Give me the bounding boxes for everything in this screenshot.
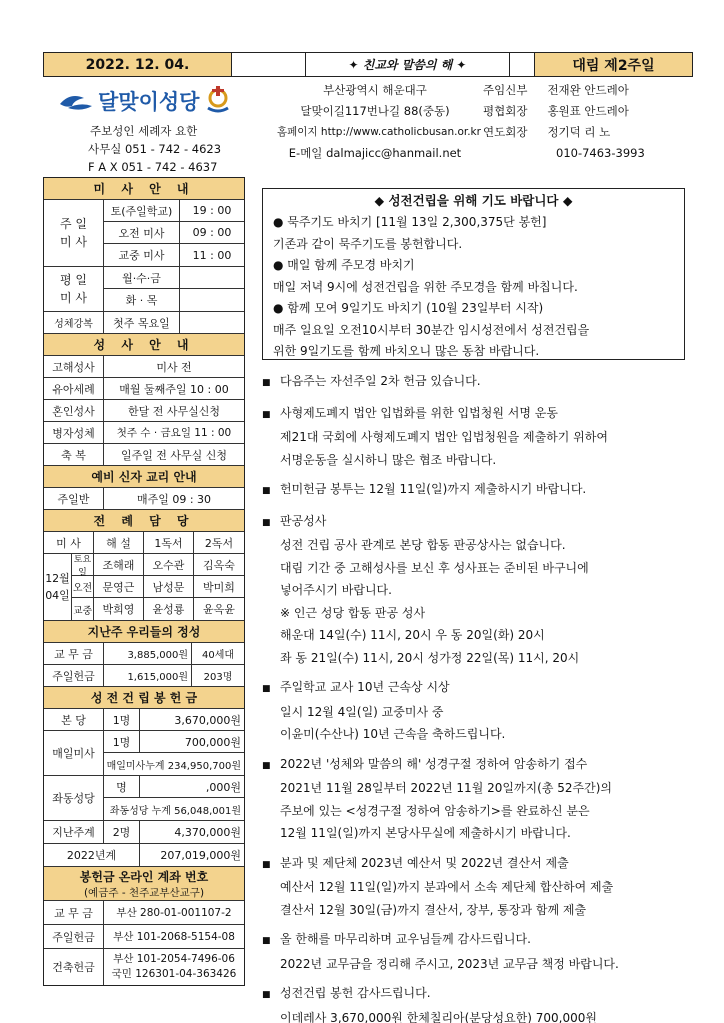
notice-line: [262, 777, 692, 800]
liturgy-reader1: 남성문: [144, 576, 194, 597]
address-block: [277, 80, 481, 164]
square-bullet-icon: ■: [262, 936, 271, 946]
office-phone: 사무실 051 - 742 - 4623: [88, 142, 222, 156]
notice-item: [262, 753, 692, 845]
building-label: 지난주계: [44, 821, 104, 843]
homepage-link[interactable]: 홈페이지 http://www.catholicbusan.or.kr: [277, 126, 481, 138]
notice-heading: [262, 510, 692, 535]
sacrament-name: 혼인성사: [44, 400, 104, 421]
building-count: 명: [104, 776, 140, 797]
prayer-line: 매주 일요일 오전10시부터 30분간 임시성전에서 성전건립을: [273, 322, 590, 337]
offering-extra: 203명: [203, 672, 233, 683]
staff-name: 홍원표 안드레아: [547, 104, 629, 118]
notice-item: [262, 478, 692, 503]
staff-role: 평협회장: [483, 104, 528, 118]
mass-name: 교중 미사: [104, 244, 180, 266]
patron-saint: 주보성인 세례자 요한: [90, 124, 198, 138]
notice-text: 분과 및 제단체 2023년 예산서 및 2022년 결산서 제출: [280, 855, 569, 870]
sacrament-value: 일주일 전 사무실 신청: [120, 448, 228, 462]
notice-text: 해운대 14일(수) 11시, 20시 우 동 20일(화) 20시: [280, 628, 545, 642]
bulletin-date: 2022. 12. 04.: [44, 53, 232, 76]
notice-item: [262, 982, 692, 1023]
sacrament-value: 매월 둘째주일 10 : 00: [119, 382, 229, 396]
staff-row: [483, 80, 645, 101]
prayer-line: ● 매일 함께 주모경 바치기: [273, 258, 415, 272]
liturgy-header: 해 설: [94, 532, 144, 553]
sacrament-value: 한달 전 사무실신청: [127, 404, 220, 418]
notice-line: [262, 449, 692, 472]
liturgy-reader1: 윤성룡: [144, 598, 194, 620]
notice-text: 주보에 있는 <성경구절 정하여 암송하기>를 완료하신 분은: [280, 803, 590, 818]
notice-text: 판공성사: [280, 513, 327, 528]
liturgical-week: 대림 제2주일: [535, 53, 692, 76]
building-amount: ,000원: [205, 780, 241, 794]
notice-item: [262, 370, 692, 395]
parish-info: [88, 122, 221, 176]
building-count: 2명: [104, 821, 140, 843]
square-bullet-icon: ■: [262, 990, 271, 1000]
sacrament-name: 병자성체: [44, 422, 104, 443]
adoration-value: 첫주 목요일: [104, 312, 180, 333]
notice-heading: [262, 478, 692, 503]
building-total: 매일미사누계 234,950,700원: [106, 760, 241, 772]
accounts-subtitle: (예금주 - 천주교부산교구): [83, 886, 205, 899]
parish-name: 달맞이성당: [98, 90, 200, 114]
sacrament-value: 미사 전: [156, 360, 192, 374]
offering-amount: 1,615,000원: [104, 665, 192, 686]
notice-text: 이윤미(수산나) 10년 근속을 축하드립니다.: [280, 727, 506, 741]
staff-row: [483, 122, 645, 143]
notice-list: [262, 370, 692, 1023]
notice-item: [262, 852, 692, 922]
notice-heading: [262, 928, 692, 953]
staff-role: 연도회장: [483, 125, 528, 139]
notice-text: 대림 기간 중 고해성사를 보신 후 성사표는 준비된 바구니에: [280, 560, 589, 575]
sacrament-title: 성 사 안 내: [44, 334, 244, 355]
building-amount: 3,670,000원: [174, 713, 241, 727]
notice-item: [262, 676, 692, 746]
notice-text: 헌미헌금 봉투는 12월 11일(일)까지 제출하시기 바랍니다.: [280, 482, 587, 496]
notice-text: 예산서 12월 11일(일)까지 분과에서 소속 제단체 합산하여 제출: [280, 880, 614, 894]
notice-line: [262, 800, 692, 823]
liturgy-header: 1독서: [144, 532, 194, 553]
notice-text: 주일학교 교사 10년 근속상 시상: [280, 680, 450, 694]
weekday-name: 월·수·금: [104, 267, 180, 288]
offering-amount: 3,885,000원: [104, 643, 192, 664]
building-label: 매일미사: [44, 731, 104, 775]
parish-logo: [58, 84, 248, 120]
mass-title: 미 사 안 내: [44, 178, 244, 199]
liturgy-commentator: 조해래: [94, 554, 144, 575]
notice-line: [262, 1007, 692, 1023]
building-total: 좌동성당 누계 56,048,001원: [109, 805, 241, 817]
sacrament-value: 첫주 수 · 금요일 11 : 00: [116, 427, 232, 439]
liturgy-mass: 오전: [72, 576, 94, 597]
notice-line: [262, 723, 692, 746]
catechumen-value: 매주일 09 : 30: [136, 492, 212, 506]
mass-name: 토(주일학교): [104, 200, 180, 221]
staff-phone: 010-7463-3993: [556, 146, 645, 160]
liturgy-date: 12월 04일: [44, 554, 72, 620]
building-title: 성 전 건 립 봉 헌 금: [44, 687, 244, 708]
liturgy-reader1: 오수관: [144, 554, 194, 575]
notice-text: 좌 동 21일(수) 11시, 20시 성가정 22일(목) 11시, 20시: [280, 650, 580, 665]
building-amount: 700,000원: [184, 735, 241, 749]
building-label: 좌동성당: [44, 776, 104, 820]
liturgy-mass: 교중: [72, 598, 94, 620]
account-number: 국민 126301-04-363426: [111, 968, 237, 980]
prayer-box: [262, 188, 685, 360]
accounts-title: 봉헌금 온라인 계좌 번호: [79, 869, 209, 884]
notice-line: [262, 822, 692, 845]
adoration-label: 성체강복: [44, 312, 104, 333]
notice-heading: [262, 982, 692, 1007]
prayer-title: ◆ 성전건립을 위해 기도 바랍니다 ◆: [374, 193, 573, 208]
account-number-group: [104, 949, 244, 985]
notice-text: 사형제도폐지 법안 입법화를 위한 입법청원 서명 운동: [280, 405, 558, 420]
address-line2: 달맞이길117번나길 88(중동): [300, 104, 450, 118]
accounts-header: [44, 867, 244, 901]
staff-block: [483, 80, 645, 164]
header-spacer: [232, 53, 306, 76]
fax-number: F A X 051 - 742 - 4637: [88, 160, 218, 174]
offering-name: 주일헌금: [44, 665, 104, 686]
notice-heading: [262, 402, 692, 427]
account-number: 부산 280-01-001107-2: [116, 907, 232, 919]
notice-text: 이데레사 3,670,000원 한체칠리아(분당성요한) 700,000원: [280, 1010, 597, 1023]
notice-line: [262, 701, 692, 724]
staff-role: 주임신부: [483, 83, 528, 97]
liturgy-commentator: 박희영: [94, 598, 144, 620]
liturgy-reader2: 김옥숙: [203, 558, 235, 572]
left-info-panel: [43, 177, 245, 986]
account-number: 부산 101-2068-5154-08: [113, 931, 235, 943]
notice-text: 성전 건립 공사 관계로 본당 합동 판공상사는 없습니다.: [280, 538, 566, 552]
notice-text: 넣어주시기 바랍니다.: [280, 583, 392, 597]
notice-text: 서명운동을 실시하니 많은 협조 바랍니다.: [280, 452, 497, 467]
email-link[interactable]: E-메일 dalmajicc@hanmail.net: [288, 146, 462, 160]
staff-name: 전재완 안드레아: [547, 83, 629, 97]
weekday-name: 화 · 목: [104, 289, 180, 311]
building-count: 1명: [104, 731, 140, 752]
notice-heading: [262, 852, 692, 877]
square-bullet-icon: ■: [262, 517, 271, 528]
staff-row: [483, 101, 645, 122]
notice-text: ※ 인근 성당 합동 판공 성사: [280, 605, 426, 620]
lastweek-title: 지난주 우리들의 정성: [44, 621, 244, 642]
liturgy-header: 2독서: [204, 536, 234, 550]
catechumen-title: 예비 신자 교리 안내: [44, 466, 244, 487]
sacrament-name: 유아세례: [44, 378, 104, 399]
offering-extra: 40세대: [201, 650, 235, 661]
offering-name: 교 무 금: [44, 643, 104, 664]
account-name: 주일헌금: [44, 925, 104, 948]
notice-text: 제21대 국회에 사형제도폐지 법안 입법청원을 제출하기 위하여: [280, 430, 608, 444]
notice-text: 결산서 12월 30일(금)까지 결산서, 장부, 통장과 함께 제출: [280, 902, 587, 917]
building-count: 1명: [104, 709, 140, 730]
notice-heading: [262, 370, 692, 395]
notice-heading: [262, 753, 692, 778]
notice-text: 2022년 교무금을 정리해 주시고, 2023년 교무금 책정 바랍니다.: [280, 956, 619, 971]
square-bullet-icon: ■: [262, 684, 271, 694]
building-label: 본 당: [44, 709, 104, 730]
notice-text: 올 한해를 마무리하며 교우님들께 감사드립니다.: [280, 932, 531, 946]
liturgy-reader2: 박미희: [203, 580, 235, 594]
notice-line: [262, 579, 692, 602]
sacrament-name: 고해성사: [44, 356, 104, 377]
sunday-mass-label: 주 일 미 사: [44, 200, 104, 266]
liturgy-mass: 토요일: [72, 554, 94, 575]
staff-name: 정기덕 리 노: [547, 125, 611, 139]
mass-time: 09 : 00: [192, 226, 232, 239]
notice-line: [262, 602, 692, 625]
square-bullet-icon: ■: [262, 760, 271, 771]
prayer-line: 매일 저녁 9시에 성전건립을 위한 주모경을 함께 바칩니다.: [273, 279, 578, 294]
square-bullet-icon: ■: [262, 486, 271, 496]
header-bar: [43, 52, 693, 77]
square-bullet-icon: ■: [262, 859, 271, 870]
notice-line: [262, 426, 692, 449]
notice-item: [262, 510, 692, 670]
notice-line: [262, 647, 692, 670]
header-spacer-2: [510, 53, 535, 76]
notice-text: 2021년 11월 28일부터 2022년 11월 20일까지(총 52주간)의: [280, 781, 612, 795]
mass-name: 오전 미사: [104, 222, 180, 243]
liturgy-header: 미 사: [44, 532, 94, 553]
liturgy-reader2: 윤옥윤: [203, 603, 235, 616]
notice-text: 일시 12월 4일(일) 교중미사 중: [280, 704, 444, 719]
notice-line: [262, 534, 692, 557]
account-number: 부산 101-2054-7496-06: [113, 953, 235, 965]
sacrament-name: 축 복: [44, 444, 104, 465]
prayer-line: ● 함께 모여 9일기도 바치기 (10월 23일부터 시작): [273, 301, 544, 315]
prayer-line: ● 묵주기도 바치기 [11월 13일 2,300,375단 봉헌]: [273, 215, 547, 229]
prayer-line: 위한 9일기도를 함께 바치오니 많은 동참 바랍니다.: [273, 344, 540, 358]
account-name: 건축헌금: [44, 949, 104, 985]
notice-text: 2022년 '성체와 말씀의 해' 성경구절 정하여 암송하기 접수: [280, 756, 588, 771]
notice-line: [262, 624, 692, 647]
notice-text: 12월 11일(일)까지 본당사무실에 제출하시기 바랍니다.: [280, 826, 571, 840]
notice-text: 성전건립 봉헌 감사드립니다.: [280, 986, 431, 1000]
notice-line: [262, 899, 692, 922]
liturgy-title: 전 례 담 당: [44, 510, 244, 531]
prayer-line: 기존과 같이 묵주기도를 봉헌합니다.: [273, 236, 463, 251]
catechumen-label: 주일반: [44, 488, 104, 509]
notice-heading: [262, 676, 692, 701]
building-year-label: 2022년계: [44, 844, 140, 866]
building-amount: 4,370,000원: [174, 826, 241, 839]
notice-text: 다음주는 자선주일 2차 헌금 있습니다.: [280, 374, 481, 388]
notice-line: [262, 557, 692, 580]
weekday-mass-label: 평 일 미 사: [44, 267, 104, 311]
notice-item: [262, 928, 692, 975]
building-year-amount: 207,019,000원: [160, 849, 241, 862]
address-line1: 부산광역시 해운대구: [323, 83, 427, 97]
notice-item: [262, 402, 692, 472]
liturgy-commentator: 문영근: [94, 576, 144, 597]
notice-line: [262, 953, 692, 976]
notice-line: [262, 876, 692, 899]
square-bullet-icon: ■: [262, 409, 271, 420]
mass-time: 19 : 00: [192, 204, 232, 217]
year-motto: ✦ 친교와 말씀의 해 ✦: [306, 53, 510, 76]
square-bullet-icon: ■: [262, 378, 271, 388]
account-name: 교 무 금: [44, 901, 104, 924]
mass-time: 11 : 00: [192, 248, 232, 262]
